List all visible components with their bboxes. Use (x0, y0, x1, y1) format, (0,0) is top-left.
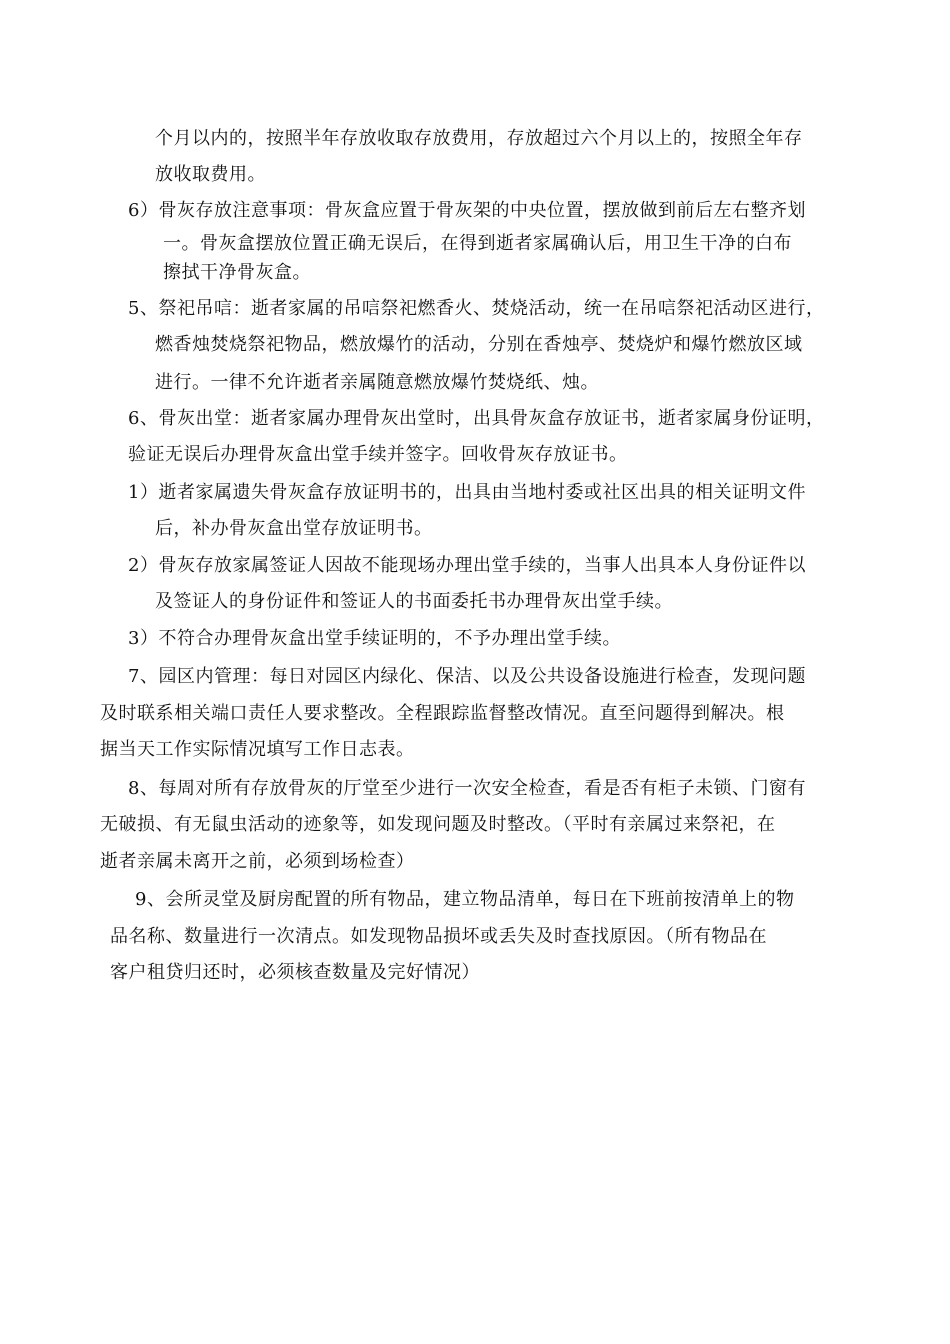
text-line: 1）逝者家属遗失骨灰盒存放证明书的，出具由当地村委或社区出具的相关证明文件 (128, 482, 806, 503)
text-line: 8、每周对所有存放骨灰的厅堂至少进行一次安全检查，看是否有柜子未锁、门窗有 (128, 778, 806, 799)
text-line: 一。骨灰盒摆放位置正确无误后，在得到逝者家属确认后，用卫生干净的白布 (163, 233, 792, 254)
text-line: 验证无误后办理骨灰盒出堂手续并签字。回收骨灰存放证书。 (128, 444, 628, 465)
text-line: 放收取费用。 (155, 164, 266, 185)
text-line: 2）骨灰存放家属签证人因故不能现场办理出堂手续的，当事人出具本人身份证件以 (128, 555, 806, 576)
text-line: 后，补办骨灰盒出堂存放证明书。 (155, 518, 433, 539)
text-line: 6、骨灰出堂：逝者家属办理骨灰出堂时，出具骨灰盒存放证书，逝者家属身份证明， (128, 408, 825, 429)
text-line: 无破损、有无鼠虫活动的迹象等，如发现问题及时整改。（平时有亲属过来祭祀，在 (100, 814, 776, 835)
text-line: 客户租贷归还时，必须核查数量及完好情况） (110, 962, 480, 983)
text-line: 进行。一律不允许逝者亲属随意燃放爆竹焚烧纸、烛。 (155, 372, 599, 393)
text-line: 5、祭祀吊唁：逝者家属的吊唁祭祀燃香火、焚烧活动，统一在吊唁祭祀活动区进行， (128, 298, 825, 319)
text-line: 擦拭干净骨灰盒。 (163, 262, 311, 283)
text-line: 逝者亲属未离开之前，必须到场检查） (100, 851, 415, 872)
text-line: 燃香烛焚烧祭祀物品，燃放爆竹的活动，分别在香烛亭、焚烧炉和爆竹燃放区域 (155, 334, 803, 355)
text-line: 及签证人的身份证件和签证人的书面委托书办理骨灰出堂手续。 (155, 591, 673, 612)
text-line: 3）不符合办理骨灰盒出堂手续证明的，不予办理出堂手续。 (128, 628, 621, 649)
text-line: 个月以内的，按照半年存放收取存放费用，存放超过六个月以上的，按照全年存 (155, 128, 803, 149)
text-line: 6）骨灰存放注意事项：骨灰盒应置于骨灰架的中央位置，摆放做到前后左右整齐划 (128, 200, 806, 221)
text-line: 9、会所灵堂及厨房配置的所有物品，建立物品清单，每日在下班前按清单上的物 (135, 889, 795, 910)
text-line: 品名称、数量进行一次清点。如发现物品损坏或丢失及时查找原因。（所有物品在 (110, 926, 767, 947)
text-line: 据当天工作实际情况填写工作日志表。 (100, 739, 415, 760)
text-line: 7、园区内管理：每日对园区内绿化、保洁、以及公共设备设施进行检查，发现问题 (128, 666, 806, 687)
text-line: 及时联系相关端口责任人要求整改。全程跟踪监督整改情况。直至问题得到解决。根 (100, 703, 785, 724)
